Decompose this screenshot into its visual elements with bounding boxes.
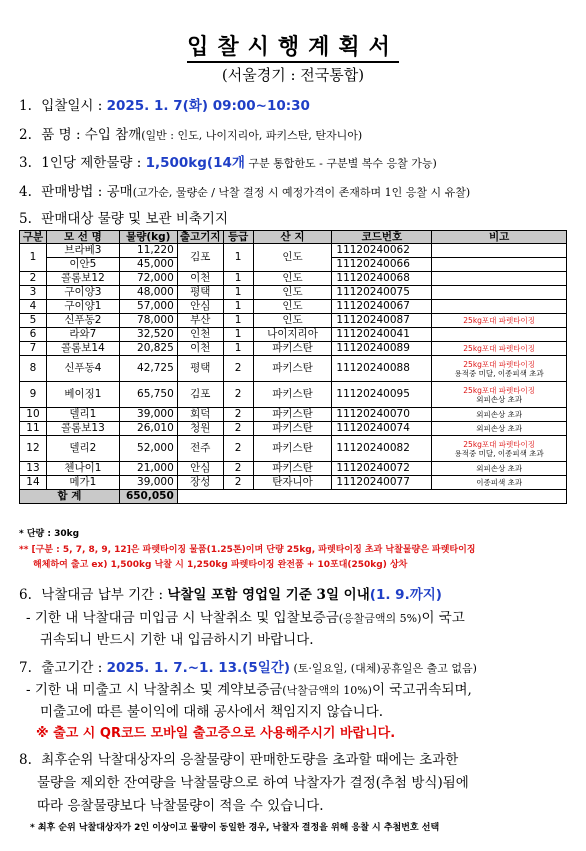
cell-ship: 첸나이1 <box>46 462 119 476</box>
cell-note <box>432 244 567 258</box>
release-warning-line2: 미출고에 따른 불이익에 대해 공사에서 책임지지 않습니다. <box>40 704 384 720</box>
qr-code-notice: ※ 출고 시 QR코드 모바일 출고증으로 사용해주시기 바랍니다. <box>36 726 396 741</box>
cell-no: 5 <box>20 314 47 328</box>
cell-grade: 1 <box>223 286 253 300</box>
table-row <box>20 476 567 490</box>
cell-grade: 1 <box>223 272 253 286</box>
table-row <box>20 382 567 408</box>
cell-no: 11 <box>20 422 47 436</box>
table-row <box>20 342 567 356</box>
note-line: 외피손상 초과 <box>476 394 523 404</box>
section-sale-volume: 5. 판매대상 물량 및 보관 비축기지 <box>19 211 228 227</box>
cell-note <box>432 272 567 286</box>
cell-origin: 탄자니아 <box>253 476 332 490</box>
cell-base: 인천 <box>177 328 223 342</box>
cell-note <box>432 462 567 476</box>
cell-code: 11120240072 <box>332 462 432 476</box>
cell-code: 11120240089 <box>332 342 432 356</box>
col-header: 구분 <box>20 231 47 244</box>
section-release-period: 7. 출고기간 : 2025. 1. 7.~1. 13.(5일간) (토·일요일, (대체)공휴일은 출고 없음) <box>19 660 477 676</box>
table-total-row <box>20 490 567 504</box>
cell-grade: 2 <box>223 356 253 382</box>
payment-warning-line2: 귀속되니 반드시 기한 내 입금하시기 바랍니다. <box>40 632 314 648</box>
cell-qty: 72,000 <box>119 272 177 286</box>
cell-code: 11120240070 <box>332 408 432 422</box>
col-header: 출고기지 <box>177 231 223 244</box>
cell-qty: 32,520 <box>119 328 177 342</box>
cell-origin: 파키스탄 <box>253 462 332 476</box>
cell-code: 11120240068 <box>332 272 432 286</box>
col-header: 코드번호 <box>332 231 432 244</box>
cell-code: 11120240041 <box>332 328 432 342</box>
note-line: 25kg포대 파렛타이징 <box>463 344 536 353</box>
footnote-palletizing-cont: 해체하여 출고 ex) 1,500kg 낙찰 시 1,250kg 파렛타이징 완전품 + 10포대(250kg) 상차 <box>33 560 408 570</box>
table-row <box>20 422 567 436</box>
cell-ship: 구이양3 <box>46 286 119 300</box>
cell-ship: 콜롬보12 <box>46 272 119 286</box>
cell-qty: 78,000 <box>119 314 177 328</box>
cell-code: 11120240066 <box>332 258 432 272</box>
cell-note <box>432 422 567 436</box>
note-line: 이종피색 초과 <box>476 478 523 487</box>
cell-no: 7 <box>20 342 47 356</box>
cell-grade: 1 <box>223 300 253 314</box>
page-subtitle: (서울경기 : 전국통합) <box>221 66 365 84</box>
cell-ship: 델리2 <box>46 436 119 462</box>
col-header: 등급 <box>223 231 253 244</box>
cell-no: 8 <box>20 356 47 382</box>
total-qty: 650,050 <box>119 490 177 504</box>
cell-note <box>432 314 567 328</box>
cell-ship: 이안5 <box>46 258 119 272</box>
cell-grade: 2 <box>223 462 253 476</box>
footnote-palletizing: ** [구분 : 5, 7, 8, 9, 12]은 파렛타이징 물품(1.25톤)이며 단량 25kg, 파렛타이징 초과 낙찰물량은 파렛타이징 <box>19 545 476 555</box>
col-header: 물량(kg) <box>119 231 177 244</box>
final-bidder-line2: 물량을 제외한 잔여량을 낙찰물량으로 하여 낙찰자가 결정(추첨 방식)됨에 <box>37 775 469 791</box>
cell-code: 11120240077 <box>332 476 432 490</box>
final-bidder-footnote: * 최후 순위 낙찰대상자가 2인 이상이고 물량이 동일한 경우, 낙찰자 결정을 위해 응찰 시 추첨번호 선택 <box>30 823 440 833</box>
cell-base: 청원 <box>177 422 223 436</box>
cell-note <box>432 436 567 462</box>
cell-qty: 21,000 <box>119 462 177 476</box>
cell-grade: 2 <box>223 382 253 408</box>
cell-base: 평택 <box>177 356 223 382</box>
cell-origin: 인도 <box>253 314 332 328</box>
note-line: 용적중 미달, 이종피색 초과 <box>454 368 544 378</box>
note-line: 외피손상 초과 <box>476 410 523 419</box>
cell-note <box>432 382 567 408</box>
note-line: 25kg포대 파렛타이징 <box>463 316 536 325</box>
cell-base: 부산 <box>177 314 223 328</box>
table-header-row <box>20 231 567 244</box>
cell-code: 11120240082 <box>332 436 432 462</box>
total-label: 합 계 <box>20 490 120 504</box>
cell-note <box>432 342 567 356</box>
table-row <box>20 314 567 328</box>
cell-qty: 52,000 <box>119 436 177 462</box>
payment-warning-line1: - 기한 내 낙찰대금 미입금 시 낙찰취소 및 입찰보증금(응찰금액의 5%)이 국고 <box>26 610 465 626</box>
cell-no: 6 <box>20 328 47 342</box>
cell-origin: 인도 <box>253 244 332 272</box>
cell-note <box>432 476 567 490</box>
cell-note <box>432 286 567 300</box>
cell-note <box>432 300 567 314</box>
cell-code: 11120240067 <box>332 300 432 314</box>
table-row <box>20 300 567 314</box>
cell-grade: 2 <box>223 422 253 436</box>
cell-qty: 39,000 <box>119 408 177 422</box>
cell-ship: 콜롬보13 <box>46 422 119 436</box>
table-row <box>20 436 567 462</box>
cell-code: 11120240095 <box>332 382 432 408</box>
cell-ship: 신푸동2 <box>46 314 119 328</box>
cell-base: 김포 <box>177 244 223 272</box>
note-line: 용적중 미달, 이종피색 초과 <box>454 448 544 458</box>
cell-no: 4 <box>20 300 47 314</box>
cell-qty: 39,000 <box>119 476 177 490</box>
note-line: 25kg포대 파렛타이징 <box>463 385 536 395</box>
cell-base: 이천 <box>177 342 223 356</box>
cell-base: 안심 <box>177 300 223 314</box>
table-row <box>20 272 567 286</box>
cell-qty: 65,750 <box>119 382 177 408</box>
cell-code: 11120240074 <box>332 422 432 436</box>
cell-code: 11120240087 <box>332 314 432 328</box>
sale-volume-table <box>19 230 567 504</box>
section-limit: 3. 1인당 제한물량 : 1,500kg(14개 구분 통합한도 - 구분별 복수 응찰 가능) <box>19 155 437 171</box>
cell-grade: 1 <box>223 244 253 272</box>
cell-base: 회덕 <box>177 408 223 422</box>
table-body <box>20 244 567 504</box>
section-payment-period: 6. 낙찰대금 납부 기간 : 낙찰일 포함 영업일 기준 3일 이내(1. 9.까지) <box>19 587 442 603</box>
section-item-name: 2. 품 명 : 수입 참깨(일반 : 인도, 나이지리아, 파키스탄, 탄자니아) <box>19 127 363 143</box>
cell-origin: 파키스탄 <box>253 436 332 462</box>
cell-origin: 파키스탄 <box>253 356 332 382</box>
cell-qty: 42,725 <box>119 356 177 382</box>
cell-code: 11120240062 <box>332 244 432 258</box>
cell-ship: 베이징1 <box>46 382 119 408</box>
cell-ship: 콜롬보14 <box>46 342 119 356</box>
final-bidder-line3: 따라 응찰물량보다 낙찰물량이 적을 수 있습니다. <box>37 798 324 814</box>
cell-origin: 인도 <box>253 286 332 300</box>
table-row <box>20 244 567 258</box>
cell-ship: 메가1 <box>46 476 119 490</box>
cell-origin: 파키스탄 <box>253 422 332 436</box>
table-row <box>20 408 567 422</box>
cell-grade: 1 <box>223 342 253 356</box>
release-warning-line1: - 기한 내 미출고 시 낙찰취소 및 계약보증금(낙찰금액의 10%)이 국고귀속되며, <box>26 682 472 698</box>
cell-ship: 라와7 <box>46 328 119 342</box>
cell-no: 10 <box>20 408 47 422</box>
section-bid-datetime: 1. 입찰일시 : 2025. 1. 7(화) 09:00~10:30 <box>19 98 310 114</box>
col-header: 비고 <box>432 231 567 244</box>
cell-origin: 나이지리아 <box>253 328 332 342</box>
cell-base: 이천 <box>177 272 223 286</box>
cell-ship: 신푸동4 <box>46 356 119 382</box>
table-row <box>20 286 567 300</box>
cell-qty: 20,825 <box>119 342 177 356</box>
cell-base: 김포 <box>177 382 223 408</box>
cell-grade: 2 <box>223 408 253 422</box>
cell-no: 14 <box>20 476 47 490</box>
footnote-unit: * 단량 : 30kg <box>19 529 80 539</box>
cell-ship: 구이양1 <box>46 300 119 314</box>
cell-no: 3 <box>20 286 47 300</box>
cell-note <box>432 356 567 382</box>
cell-grade: 2 <box>223 436 253 462</box>
table-row <box>20 356 567 382</box>
cell-grade: 2 <box>223 476 253 490</box>
cell-qty: 11,220 <box>119 244 177 258</box>
cell-ship: 델리1 <box>46 408 119 422</box>
cell-origin: 파키스탄 <box>253 382 332 408</box>
cell-base: 전주 <box>177 436 223 462</box>
section-final-bidder: 8. 최후순위 낙찰대상자의 응찰물량이 판매한도량을 초과할 때에는 초과한 <box>19 752 459 768</box>
cell-qty: 26,010 <box>119 422 177 436</box>
cell-ship: 브라베3 <box>46 244 119 258</box>
cell-base: 안심 <box>177 462 223 476</box>
table-row <box>20 462 567 476</box>
page-title: 입찰시행계획서 <box>0 30 586 61</box>
cell-origin: 인도 <box>253 300 332 314</box>
cell-qty: 48,000 <box>119 286 177 300</box>
note-line: 25kg포대 파렛타이징 <box>463 439 536 449</box>
cell-no: 9 <box>20 382 47 408</box>
note-line: 외피손상 초과 <box>476 464 523 473</box>
cell-note <box>432 328 567 342</box>
cell-no: 1 <box>20 244 47 272</box>
cell-origin: 인도 <box>253 272 332 286</box>
table-row <box>20 328 567 342</box>
section-sale-method: 4. 판매방법 : 공매(고가순, 물량순 / 낙찰 결정 시 예정가격이 존재하며 1인 응찰 시 유찰) <box>19 184 471 200</box>
cell-grade: 1 <box>223 328 253 342</box>
cell-grade: 1 <box>223 314 253 328</box>
cell-qty: 57,000 <box>119 300 177 314</box>
cell-origin: 파키스탄 <box>253 408 332 422</box>
cell-no: 12 <box>20 436 47 462</box>
cell-no: 2 <box>20 272 47 286</box>
cell-code: 11120240088 <box>332 356 432 382</box>
cell-base: 장성 <box>177 476 223 490</box>
cell-no: 13 <box>20 462 47 476</box>
note-line: 외피손상 초과 <box>476 424 523 433</box>
cell-qty: 45,000 <box>119 258 177 272</box>
cell-base: 평택 <box>177 286 223 300</box>
total-empty <box>177 490 566 504</box>
note-line: 25kg포대 파렛타이징 <box>463 359 536 369</box>
cell-note <box>432 258 567 272</box>
cell-code: 11120240075 <box>332 286 432 300</box>
col-header: 모 선 명 <box>46 231 119 244</box>
cell-origin: 파키스탄 <box>253 342 332 356</box>
cell-note <box>432 408 567 422</box>
col-header: 산 지 <box>253 231 332 244</box>
